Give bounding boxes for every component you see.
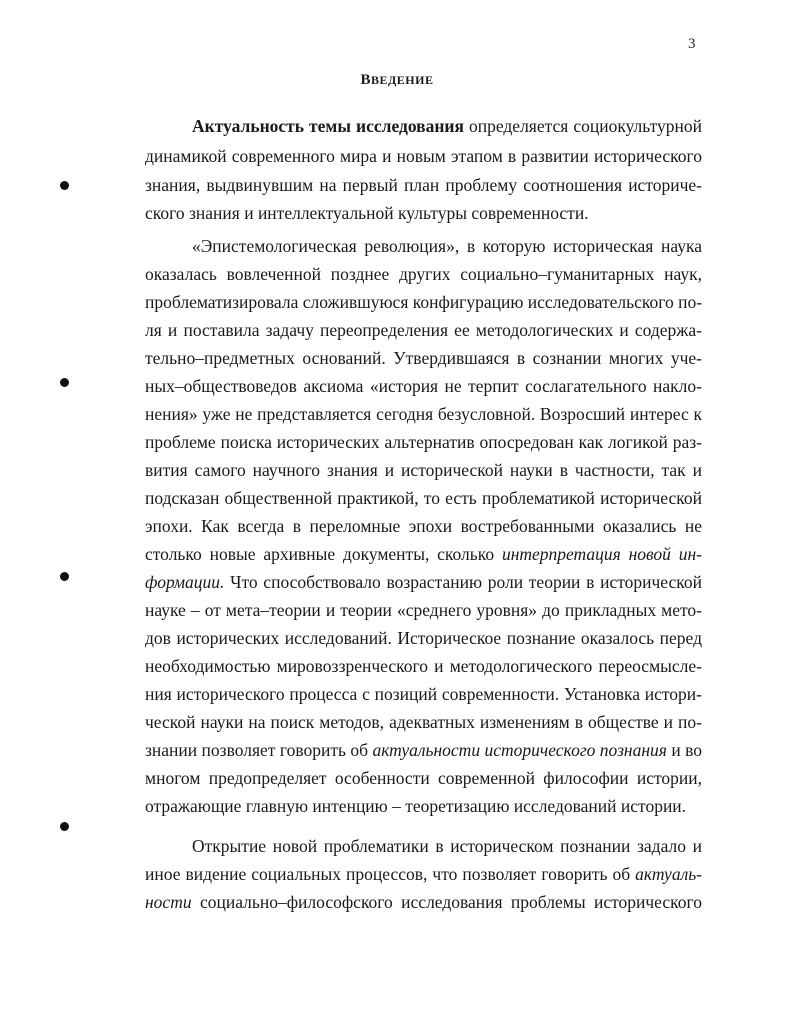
- paragraph-2-line-6: ных–обществоведов аксиома «история не терпит сослагательного накло-: [145, 376, 702, 396]
- paragraph-2-line-17: ния исторического процесса с позиций современности. Установка истори-: [145, 684, 702, 704]
- paragraph-2-line-14: науке – от мета–теории и теории «среднего уровня» до прикладных мето-: [145, 600, 702, 620]
- paragraph-2-line-20: многом предопределяет особенности современной философии истории,: [145, 768, 702, 788]
- paragraph-2-line-11: эпохи. Как всегда в переломные эпохи востребованными оказались не: [145, 516, 702, 536]
- paragraph-2-line-10: подсказан общественной практикой, то есть проблематикой исторической: [145, 488, 702, 508]
- paragraph-1-line-3: знания, выдвинувшим на первый план проблему соотношения историче-: [145, 175, 702, 195]
- paragraph-3-line-1: Открытие новой проблематики в историческом познании задало и: [192, 836, 702, 856]
- punch-hole-mark: [60, 572, 69, 581]
- paragraph-2-line-19: знании позволяет говорить об актуальности исторического познания и во: [145, 740, 702, 760]
- paragraph-2-line-3: проблематизировала сложившуюся конфигурацию исследовательского по-: [145, 292, 703, 312]
- paragraph-2-line-18: ческой науки на поиск методов, адекватных изменениям в обществе и по-: [145, 712, 702, 732]
- page-number: 3: [688, 36, 696, 52]
- paragraph-2-line-5: тельно–предметных оснований. Утвердившаяся в сознании многих уче-: [145, 348, 702, 368]
- paragraph-1-line-4: ского знания и интеллектуальной культуры современности.: [145, 203, 589, 223]
- paragraph-2-line-8: проблеме поиска исторических альтернатив опосредован как логикой раз-: [145, 432, 702, 452]
- paragraph-2-line-13: формации. Что способствовало возрастанию роли теории в исторической: [145, 572, 702, 592]
- paragraph-1-line-2: динамикой современного мира и новым этапом в развитии исторического: [145, 146, 702, 166]
- paragraph-2-line-16: необходимостью мировоззренческого и методологического переосмысле-: [145, 656, 702, 676]
- paragraph-3-line-3: ности социально–философского исследования проблемы исторического: [145, 892, 702, 912]
- punch-hole-mark: [60, 378, 69, 387]
- punch-hole-mark: [60, 181, 69, 190]
- paragraph-2-line-21: отражающие главную интенцию – теоретизацию исследований истории.: [145, 796, 687, 816]
- paragraph-2-line-1: «Эпистемологическая революция», в которую историческая наука: [192, 236, 702, 256]
- paragraph-2-line-2: оказалась вовлеченной позднее других социально–гуманитарных наук,: [145, 264, 702, 284]
- paragraph-2-line-12: столько новые архивные документы, сколько интерпретация новой ин-: [145, 544, 702, 564]
- paragraph-3-line-2: иное видение социальных процессов, что позволяет говорить об актуаль-: [145, 864, 702, 884]
- punch-hole-mark: [60, 822, 69, 831]
- paragraph-2-line-15: дов исторических исследований. Историческое познание оказалось перед: [145, 628, 702, 648]
- paragraph-2-line-9: вития самого научного знания и исторической науки в частности, так и: [145, 460, 702, 480]
- heading-text: ВВЕДЕНИЕ: [360, 72, 434, 88]
- paragraph-2-line-7: нения» уже не представляется сегодня безусловной. Возросший интерес к: [145, 404, 702, 424]
- section-heading: [0, 72, 794, 89]
- paragraph-1-line-1: Актуальность темы исследования определяется социокультурной: [192, 116, 702, 136]
- paragraph-2-line-4: ля и поставила задачу переопределения ее методологических и содержа-: [145, 320, 702, 340]
